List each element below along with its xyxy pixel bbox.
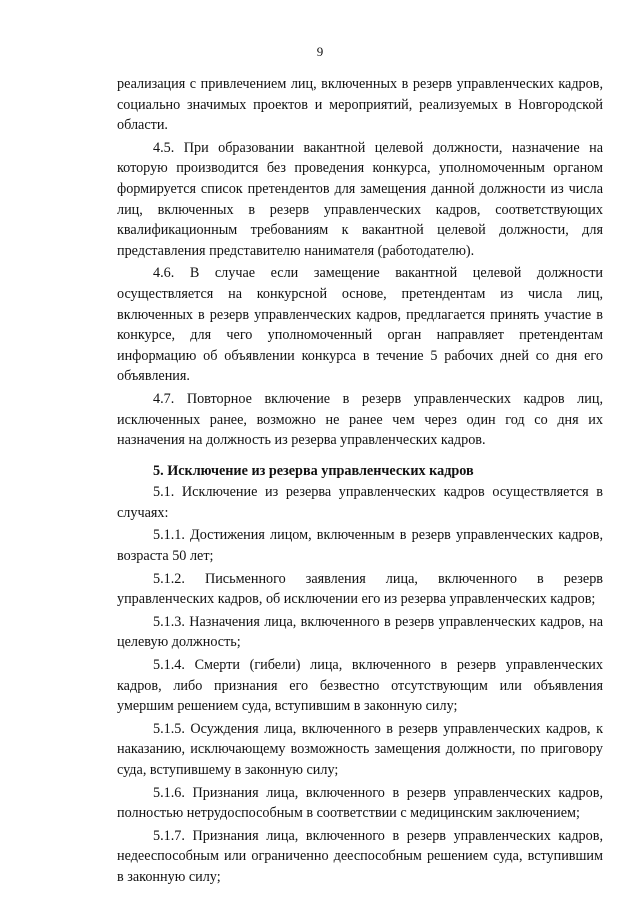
paragraph-5-1-7: 5.1.7. Признания лица, включенного в резерв управленческих кадров, недееспособным или ограниченно дееспособным решением суда, вступившим в законную силу; [117,827,603,885]
paragraph-5-1-6: 5.1.6. Признания лица, включенного в резерв управленческих кадров, полностью нетрудоспособным в соответствии с медицинским заключением; [117,784,603,822]
page-number: 9 [316,44,324,59]
paragraph-5-1-2: 5.1.2. Письменного заявления лица, включенного в резерв управленческих кадров, об исключении его из резерва управленческих кадров; [117,570,603,608]
paragraph-4-5: 4.5. При образовании вакантной целевой должности, назначение на которую производится без проведения конкурса, уполномоченным органом формируется список претендентов для замещения данной должности из числа лиц, включенных в резерв управленческих кадров, соответствующих квалификационным требованиям к вакантной целевой должности, для представления представителю нанимателя (работодателю). [117,139,603,259]
paragraph-continuation: реализация с привлечением лиц, включенных в резерв управленческих кадров, социально значимых проектов и мероприятий, реализуемых в Новгородской области. [117,76,603,134]
paragraph-4-7: 4.7. Повторное включение в резерв управленческих кадров лиц, исключенных ранее, возможно не ранее чем через один год со дня их назначения на должность из резерва управленческих кадров. [117,390,603,449]
paragraph-5-1-1: 5.1.1. Достижения лицом, включенным в резерв управленческих кадров, возраста 50 лет; [117,527,603,565]
paragraph-5-1-5: 5.1.5. Осуждения лица, включенного в резерв управленческих кадров, к наказанию, исключающему возможность замещения должности, по приговору суда, вступившему в законную силу; [117,720,603,778]
document-body [117,74,603,890]
paragraph-5-1-4: 5.1.4. Смерти (гибели) лица, включенного в резерв управленческих кадров, либо признания его безвестно отсутствующим или объявления умершим решением суда, вступившим в законную силу; [117,657,603,715]
paragraph-5-1-3: 5.1.3. Назначения лица, включенного в резерв управленческих кадров, на целевую должность; [117,613,603,651]
paragraph-4-6: 4.6. В случае если замещение вакантной целевой должности осуществляется на конкурсной основе, претендентам из числа лиц, включенных в резерв управленческих кадров, предлагается принять участие в конкурсе, для чего уполномоченный орган направляет претендентам информацию об объявлении конкурса в течение 5 рабочих дней со дня его объявления. [117,265,603,385]
section-5-heading: 5. Исключение из резерва управленческих кадров [153,462,474,479]
paragraph-5-1: 5.1. Исключение из резерва управленческих кадров осуществляется в случаях: [117,484,603,521]
